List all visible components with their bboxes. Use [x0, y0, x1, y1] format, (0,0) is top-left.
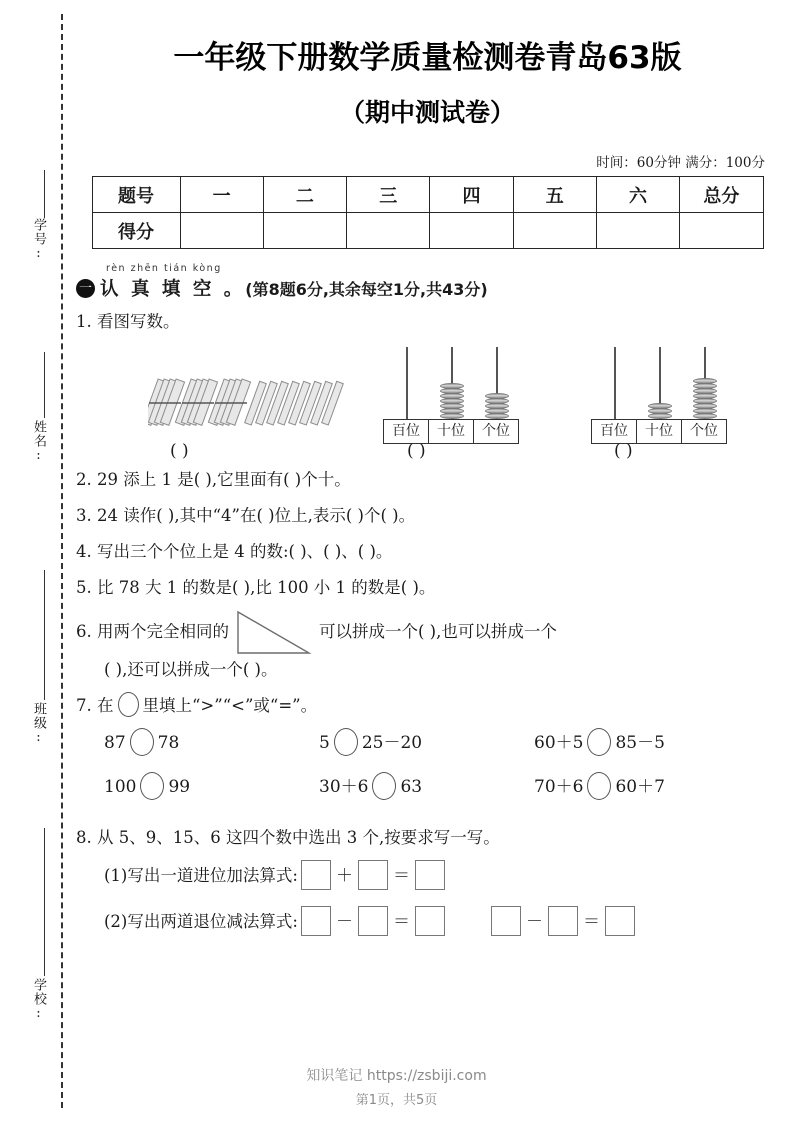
sidebar-label-class: 班级: — [31, 702, 46, 746]
score-table-col-1: 二 — [263, 177, 346, 213]
abacus-diagram-1 — [384, 341, 519, 444]
score-table-col-2: 三 — [347, 177, 430, 213]
question-7-row-2 — [104, 765, 793, 809]
abacus-2-label-ones: 个位 — [681, 419, 727, 444]
footer-pagination: 第1页，共5页 — [355, 1093, 438, 1108]
question-6-text-part-1: 6. 用两个完全相同的 — [76, 622, 229, 641]
question-8-sub-2 — [104, 899, 793, 945]
comparison-left: 5 — [319, 733, 330, 753]
abacus-1-label-ones: 个位 — [473, 419, 519, 444]
question-1-text: 1. 看图写数。 — [76, 312, 180, 331]
question-1-blank-1[interactable]: ( ) — [170, 441, 189, 461]
abacus-2-label-hundreds: 百位 — [591, 419, 637, 444]
score-table-col-0: 一 — [180, 177, 263, 213]
sidebar-rule-3 — [44, 570, 45, 700]
abacus-1-beads-ones — [485, 394, 509, 419]
question-7-prompt — [76, 691, 793, 721]
sidebar-label-school: 学校: — [31, 978, 46, 1022]
abacus-1-label-hundreds: 百位 — [383, 419, 429, 444]
circle-blank-icon — [118, 692, 139, 717]
abacus-2-label-tens: 十位 — [636, 419, 682, 444]
score-cell-5[interactable] — [596, 213, 679, 249]
score-table-col-6: 总分 — [680, 177, 763, 213]
section-1-header — [76, 263, 793, 301]
plus-operator: ＋ — [335, 866, 353, 886]
sidebar-rule-1 — [44, 170, 45, 218]
answer-box[interactable] — [301, 860, 331, 890]
section-1-points: (第8题6分,其余每空1分,共43分) — [245, 279, 488, 299]
sidebar-rule-4 — [44, 828, 45, 976]
question-6-text-part-2[interactable]: 可以拼成一个( ),也可以拼成一个 — [319, 622, 557, 641]
comparison-circle[interactable] — [587, 728, 611, 756]
score-table-row-label-1: 得分 — [92, 213, 180, 249]
comparison-item[interactable] — [319, 721, 534, 765]
comparison-circle[interactable] — [130, 728, 154, 756]
score-table — [92, 176, 764, 249]
exam-page — [62, 0, 793, 1122]
page-footer — [0, 1065, 793, 1108]
score-table-row-label-0: 题号 — [92, 177, 180, 213]
question-8-sub-2-label: (2)写出两道退位减法算式: — [104, 912, 298, 931]
abacus-1-rod-hundreds — [406, 347, 408, 419]
comparison-item[interactable] — [534, 765, 749, 809]
score-table-col-5: 六 — [596, 177, 679, 213]
question-1-blank-3[interactable]: ( ) — [614, 441, 633, 461]
comparison-left: 60＋5 — [534, 733, 584, 753]
question-8-sub-1 — [104, 853, 793, 899]
equals-operator: ＝ — [582, 912, 600, 932]
score-table-col-3: 四 — [430, 177, 513, 213]
right-triangle-icon — [235, 609, 313, 657]
footer-site: 知识笔记 https://zsbiji.com — [306, 1068, 487, 1084]
section-1-number: 一 — [76, 279, 95, 298]
score-cell-2[interactable] — [347, 213, 430, 249]
answer-box[interactable] — [491, 906, 521, 936]
comparison-right: 63 — [400, 777, 423, 797]
score-cell-6[interactable] — [680, 213, 763, 249]
page-title: 一年级下册数学质量检测卷青岛63版 — [173, 40, 682, 76]
section-1-pinyin: rèn zhēn tián kòng — [106, 263, 222, 274]
question-2[interactable]: 2. 29 添上 1 是( ),它里面有( )个十。 — [76, 470, 351, 489]
comparison-item[interactable] — [104, 721, 319, 765]
comparison-right: 60＋7 — [615, 777, 665, 797]
comparison-right: 99 — [168, 777, 191, 797]
score-cell-4[interactable] — [513, 213, 596, 249]
comparison-circle[interactable] — [372, 772, 396, 800]
comparison-right: 78 — [157, 733, 180, 753]
comparison-item[interactable] — [534, 721, 749, 765]
question-7-prompt-part-1: 7. 在 — [76, 696, 114, 715]
answer-box[interactable] — [415, 860, 445, 890]
comparison-left: 100 — [104, 777, 137, 797]
abacus-1-beads-tens — [440, 384, 464, 419]
score-cell-1[interactable] — [263, 213, 346, 249]
sidebar-label-name: 姓名: — [31, 420, 46, 464]
left-margin-strip — [0, 0, 62, 1122]
equals-operator: ＝ — [392, 912, 410, 932]
abacus-1-label-tens: 十位 — [428, 419, 474, 444]
answer-box[interactable] — [548, 906, 578, 936]
comparison-circle[interactable] — [334, 728, 358, 756]
comparison-left: 30＋6 — [319, 777, 369, 797]
abacus-2-beads-ones — [693, 379, 717, 419]
sidebar-label-student-id: 学号: — [31, 218, 46, 262]
answer-box[interactable] — [358, 906, 388, 936]
table-row-header — [92, 177, 763, 213]
question-7-prompt-part-2: 里填上“>”“<”或“=”。 — [142, 696, 318, 715]
question-3[interactable]: 3. 24 读作( ),其中“4”在( )位上,表示( )个( )。 — [76, 506, 416, 525]
question-8-sub-1-label: (1)写出一道进位加法算式: — [104, 866, 298, 885]
section-1-title: 认 真 填 空 。 — [100, 279, 246, 300]
question-4[interactable]: 4. 写出三个个位上是 4 的数:( )、( )、( )。 — [76, 542, 393, 561]
sidebar-rule-2 — [44, 352, 45, 418]
comparison-item[interactable] — [104, 765, 319, 809]
abacus-2-rod-hundreds — [614, 347, 616, 419]
question-8-text: 8. 从 5、9、15、6 这四个数中选出 3 个,按要求写一写。 — [76, 828, 500, 847]
minus-operator: － — [525, 912, 543, 932]
score-table-col-4: 五 — [513, 177, 596, 213]
comparison-right: 25－20 — [361, 733, 423, 753]
comparison-left: 87 — [104, 733, 126, 753]
comparison-circle[interactable] — [140, 772, 164, 800]
answer-box[interactable] — [358, 860, 388, 890]
answer-box[interactable] — [415, 906, 445, 936]
comparison-left: 70＋6 — [534, 777, 584, 797]
question-7-row-1 — [104, 721, 793, 765]
abacus-2-beads-tens — [648, 404, 672, 419]
comparison-circle[interactable] — [587, 772, 611, 800]
page-subtitle: （期中测试卷） — [339, 98, 515, 127]
question-1-blank-2[interactable]: ( ) — [407, 441, 426, 461]
exam-meta: 时间：60分钟 满分：100分 — [596, 155, 765, 171]
comparison-right: 85－5 — [615, 733, 665, 753]
question-6-line-2[interactable]: ( ),还可以拼成一个( )。 — [104, 660, 278, 679]
question-1-figures — [62, 341, 793, 459]
answer-box[interactable] — [301, 906, 331, 936]
table-row-scores — [92, 213, 763, 249]
score-cell-3[interactable] — [430, 213, 513, 249]
score-cell-0[interactable] — [180, 213, 263, 249]
question-6-line-1 — [76, 609, 793, 657]
abacus-diagram-2 — [592, 341, 727, 444]
counting-sticks-illustration — [148, 371, 353, 433]
minus-operator: － — [335, 912, 353, 932]
comparison-item[interactable] — [319, 765, 534, 809]
equals-operator: ＝ — [392, 866, 410, 886]
answer-box[interactable] — [605, 906, 635, 936]
question-5[interactable]: 5. 比 78 大 1 的数是( ),比 100 小 1 的数是( )。 — [76, 578, 436, 597]
